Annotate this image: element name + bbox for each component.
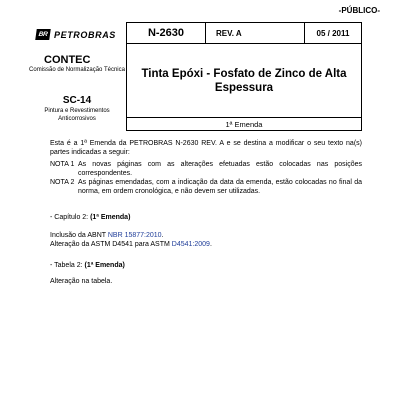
revision-label: REV. A	[205, 22, 305, 44]
section-heading-chapter-2	[50, 214, 130, 221]
change-text-end: .	[161, 232, 164, 239]
subcommittee-description: Pintura e Revestimentos Anticorrosivos	[44, 108, 110, 122]
petrobras-logo	[36, 29, 116, 40]
astm-reference-link[interactable]: D4541:2009	[171, 241, 210, 248]
note-2-label: NOTA 2	[50, 179, 75, 186]
change-line	[50, 232, 164, 239]
subcommittee-code: SC-14	[62, 95, 92, 106]
note-1-label: NOTA 1	[50, 161, 75, 168]
note-2	[50, 178, 362, 196]
amendment-label: 1ª Emenda	[126, 117, 362, 131]
intro-paragraph: Esta é a 1ª Emenda da PETROBRAS N-2630 REV. A e se destina a modificar o seu texto na(s) partes indicadas a seguir:	[50, 140, 362, 157]
section-heading-table-2	[50, 262, 125, 269]
document-title: Tinta Epóxi - Fosfato de Zinco de Alta Espessura	[126, 43, 362, 118]
document-date: 05 / 2011	[304, 22, 362, 44]
amendment-tag: (1ª Emenda)	[90, 214, 131, 221]
note-1	[50, 160, 362, 178]
document-number: N-2630	[126, 22, 206, 44]
amendment-tag: (1ª Emenda)	[84, 262, 125, 269]
change-text: Alteração da ASTM D4541 para ASTM	[50, 241, 172, 248]
change-line	[50, 241, 212, 248]
section-heading-text: - Tabela 2:	[50, 262, 85, 269]
org-description: Comissão de Normalização Técnica	[29, 67, 125, 73]
logo-wordmark: PETROBRAS	[54, 29, 116, 40]
change-text-end: .	[209, 241, 212, 248]
classification-label: -PÚBLICO-	[338, 6, 380, 15]
section-heading-text: - Capítulo 2:	[50, 214, 91, 221]
change-text: Inclusão da ABNT	[50, 232, 108, 239]
note-2-text: As páginas emendadas, com a indicação da data da emenda, estão colocadas no final da norma, em ordem cronológica, e não devem ser utilizadas.	[78, 179, 362, 196]
note-1-text: As novas páginas com as alterações efetuadas estão colocadas nas posições correspondentes.	[78, 161, 362, 178]
org-name: CONTEC	[44, 54, 91, 66]
br-logo-icon: BR	[35, 29, 51, 40]
nbr-reference-link[interactable]: NBR 15877:2010	[107, 232, 162, 239]
change-line: Alteração na tabela.	[50, 278, 113, 285]
